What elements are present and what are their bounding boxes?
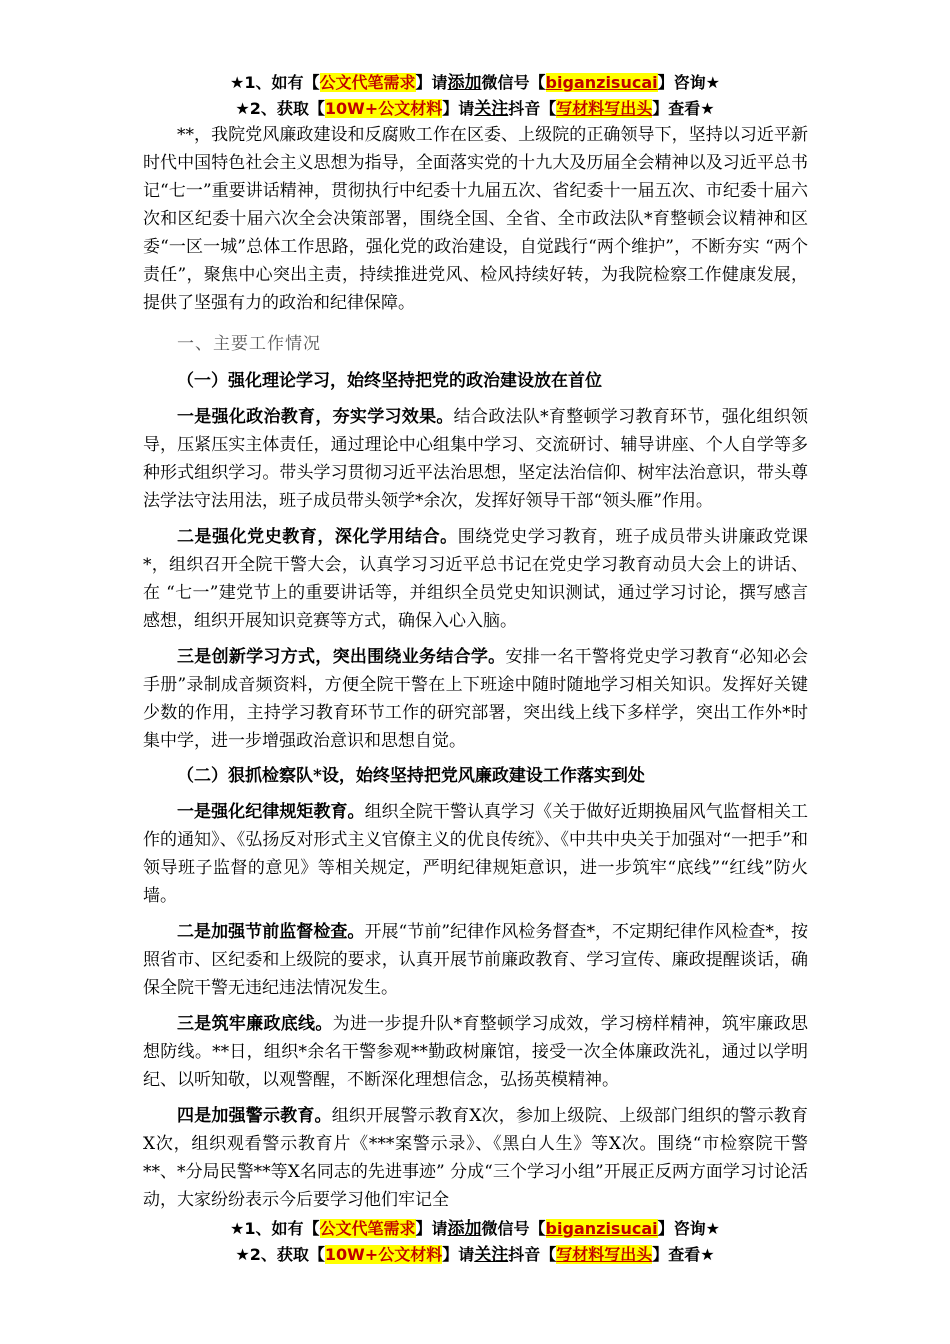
promo-text: ★1、如有【 [230,1219,320,1238]
promo-text: 微信号【 [481,73,546,92]
promo-douyin-id: 写材料写出头 [556,99,653,118]
intro-paragraph: **，我院党风廉政建设和反腐败工作在区委、上级院的正确领导下，坚持以习近平新时代中国特色社会主义思想为指导，全面落实党的十九大及历届全会精神以及习近平总书记“七一”重要讲话精神，贯彻执行中纪委十九届五次、省纪委十一届五次、市纪委十届六次和区纪委十届六次全会决策部署，围绕全国、全省、全市政法队*育整顿会议精神和区委“一区一城”总体工作思路，强化党的政治建设，自觉践行“两个维护”，不断夯实 “两个责任”，聚焦中心突出主责，持续推进党风、检风持续好转，为我院检察工作健康发展，提供了坚强有力的政治和纪律保障。 [143,125,808,313]
promo-text: 】咨询★ [657,1219,720,1238]
promo-emphasis: 添加 [447,1219,482,1239]
paragraph-lead: 一是强化政治教育，夯实学习效果。 [177,407,454,427]
promo-line-1 [0,1216,950,1242]
promo-emphasis: 添加 [447,73,482,93]
paragraph-lead: 三是筑牢廉政底线。 [177,1014,333,1034]
promo-wechat-id: biganzisucai [545,73,658,92]
section-heading: 一、主要工作情况 [177,334,321,354]
paragraph-text: 围绕党史学习教育，班子成员带头讲廉政党课*，组织召开全院干警大会，认真学习习近平总书记在党史学习教育动员大会上的讲话、在 “七一”建党节上的重要讲话等，并组织全员党史知识测试，通过学习讨论，撰写感言感想，组织开展知识竞赛等方式，确保入心入脑。 [143,527,809,631]
promo-text: ★1、如有【 [230,73,320,92]
paragraph-6 [143,1010,808,1094]
promo-text: 】咨询★ [657,73,720,92]
promo-wechat-id: biganzisucai [545,1219,658,1238]
promo-text: 】查看★ [652,99,715,118]
promo-line-2 [0,1242,950,1268]
paragraph-4 [143,798,808,910]
promo-emphasis: 关注 [474,1245,509,1265]
promo-text: 微信号【 [481,1219,546,1238]
paragraph-1 [143,403,808,515]
part-2 [143,762,808,1214]
paragraph-3 [143,643,808,755]
paragraph-2 [143,523,808,635]
promo-banner-bottom [0,1216,950,1268]
promo-line-1 [0,70,950,96]
promo-text: 】请 [442,1245,475,1264]
paragraph-lead: 一是强化纪律规矩教育。 [177,802,365,822]
paragraph-text: 结合政法队*育整顿学习教育环节，强化组织领导，压紧压实主体责任，通过理论中心组集中学习、交流研讨、辅导讲座、个人自学等多种形式组织学习。带头学习贯彻习近平法治思想，坚定法治信仰、树牢法治意识，带头尊法学法守法用法，班子成员带头领学*余次，发挥好领导干部“领头雁”作用。 [143,407,809,511]
promo-highlight: 10W+公文材料 [324,99,443,118]
paragraph-lead: 三是创新学习方式，突出围绕业务结合学。 [177,647,506,667]
intro-block [143,121,808,317]
promo-line-2 [0,96,950,122]
promo-highlight: 公文代笔需求 [319,73,416,92]
subheading-2: （二）狠抓检察队*设，始终坚持把党风廉政建设工作落实到处 [177,766,645,786]
paragraph-text: 组织开展警示教育X次，参加上级院、上级部门组织的警示教育X次，组织观看警示教育片《***案警示录》、《黑白人生》等X次。围绕“市检察院干警**、*分局民警**等X名同志的先进事迹” 分成“三个学习小组”开展正反两方面学习讨论活动，大家纷纷表示今后要学习他们牢记全 [143,1106,809,1210]
paragraph-text: 组织全院干警认真学习《关于做好近期换届风气监督相关工作的通知》、《弘扬反对形式主义官僚主义的优良传统》、《中共中央关于加强对“一把手”和领导班子监督的意见》等相关规定，严明纪律规矩意识，进一步筑牢“底线”“红线”防火墙。 [143,802,809,906]
promo-emphasis: 关注 [474,99,509,119]
promo-text: ★2、获取【 [235,99,325,118]
paragraph-text: 安排一名干警将党史学习教育“必知必会手册”录制成音频资料，方便全院干警在上下班途中随时随地学习相关知识。发挥好关键少数的作用，主持学习教育环节工作的研究部署，突出线上线下多样学，突出工作外*时集中学，进一步增强政治意识和思想自觉。 [143,647,808,751]
promo-text: 】请 [442,99,475,118]
promo-text: 】请 [415,73,448,92]
promo-highlight: 公文代笔需求 [319,1219,416,1238]
promo-text: 】查看★ [652,1245,715,1264]
paragraph-text: 为进一步提升队*育整顿学习成效，学习榜样精神，筑牢廉政思想防线。**日，组织*余名干警参观**勤政树廉馆，接受一次全体廉政洗礼，通过以学明纪、以听知敬，以观警醒，不断深化理想信念，弘扬英模精神。 [143,1014,808,1090]
promo-text: ★2、获取【 [235,1245,325,1264]
paragraph-7 [143,1102,808,1214]
paragraph-5 [143,918,808,1002]
paragraph-lead: 四是加强警示教育。 [177,1106,332,1126]
paragraph-lead: 二是加强节前监督检查。 [177,922,365,942]
promo-text: 抖音【 [508,99,557,118]
subheading-1: （一）强化理论学习，始终坚持把党的政治建设放在首位 [177,371,602,391]
promo-douyin-id: 写材料写出头 [556,1245,653,1264]
promo-banner-top [0,70,950,122]
promo-highlight: 10W+公文材料 [324,1245,443,1264]
section-heading-block [143,330,808,358]
promo-text: 】请 [415,1219,448,1238]
promo-text: 抖音【 [508,1245,557,1264]
paragraph-text: 开展“节前”纪律作风检务督查*，不定期纪律作风检查*，按照省市、区纪委和上级院的要求，认真开展节前廉政教育、学习宣传、廉政提醒谈话，确保全院干警无违纪违法情况发生。 [143,922,808,998]
paragraph-lead: 二是强化党史教育，深化学用结合。 [177,527,458,547]
part-1 [143,367,808,755]
